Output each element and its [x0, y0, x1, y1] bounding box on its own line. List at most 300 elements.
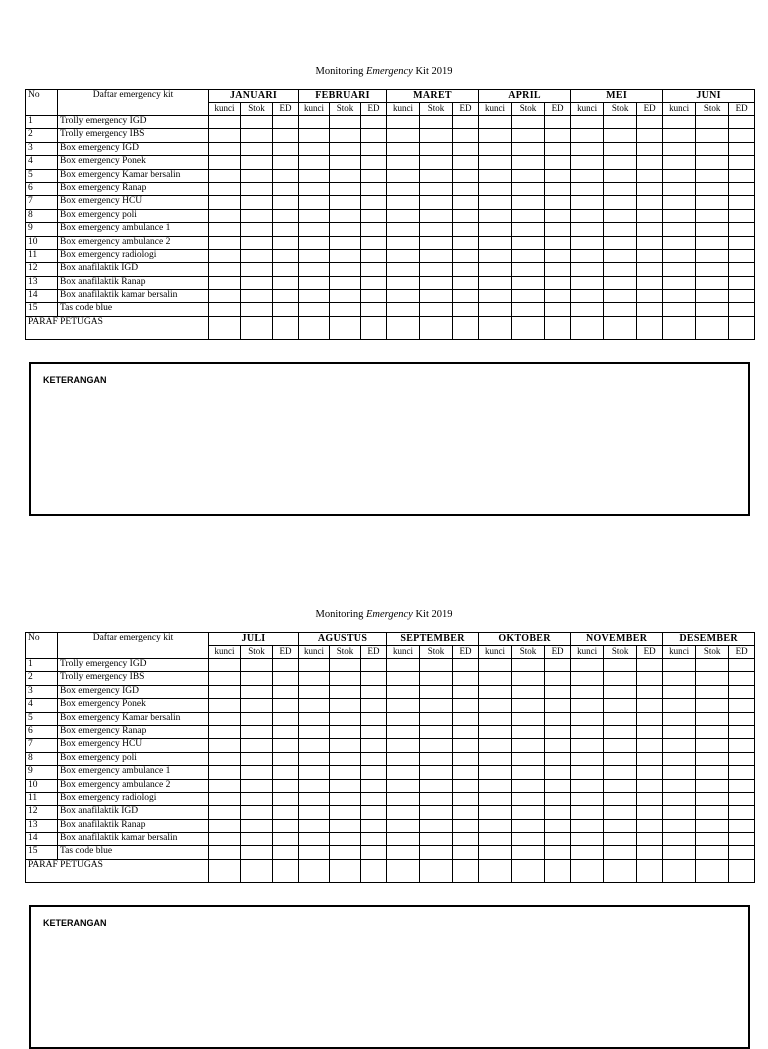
check-cell[interactable]	[571, 223, 604, 236]
check-cell[interactable]	[512, 712, 545, 725]
check-cell[interactable]	[453, 276, 479, 289]
check-cell[interactable]	[696, 752, 729, 765]
check-cell[interactable]	[545, 303, 571, 316]
check-cell[interactable]	[420, 833, 453, 846]
check-cell[interactable]	[696, 659, 729, 672]
check-cell[interactable]	[512, 169, 545, 182]
check-cell[interactable]	[330, 276, 361, 289]
check-cell[interactable]	[571, 169, 604, 182]
check-cell[interactable]	[387, 182, 420, 195]
check-cell[interactable]	[361, 276, 387, 289]
check-cell[interactable]	[604, 752, 637, 765]
check-cell[interactable]	[663, 725, 696, 738]
signature-cell[interactable]	[637, 316, 663, 339]
check-cell[interactable]	[637, 263, 663, 276]
check-cell[interactable]	[604, 685, 637, 698]
check-cell[interactable]	[209, 672, 241, 685]
check-cell[interactable]	[361, 303, 387, 316]
check-cell[interactable]	[479, 699, 512, 712]
check-cell[interactable]	[545, 659, 571, 672]
check-cell[interactable]	[479, 236, 512, 249]
check-cell[interactable]	[273, 659, 299, 672]
check-cell[interactable]	[299, 116, 330, 129]
check-cell[interactable]	[420, 659, 453, 672]
check-cell[interactable]	[696, 712, 729, 725]
check-cell[interactable]	[387, 129, 420, 142]
check-cell[interactable]	[387, 659, 420, 672]
check-cell[interactable]	[420, 303, 453, 316]
check-cell[interactable]	[209, 699, 241, 712]
check-cell[interactable]	[241, 806, 273, 819]
check-cell[interactable]	[273, 672, 299, 685]
check-cell[interactable]	[604, 846, 637, 859]
check-cell[interactable]	[209, 752, 241, 765]
check-cell[interactable]	[453, 303, 479, 316]
check-cell[interactable]	[361, 725, 387, 738]
check-cell[interactable]	[637, 806, 663, 819]
check-cell[interactable]	[696, 303, 729, 316]
check-cell[interactable]	[729, 752, 755, 765]
signature-cell[interactable]	[545, 316, 571, 339]
check-cell[interactable]	[209, 792, 241, 805]
check-cell[interactable]	[209, 303, 241, 316]
check-cell[interactable]	[571, 209, 604, 222]
check-cell[interactable]	[479, 792, 512, 805]
check-cell[interactable]	[241, 290, 273, 303]
check-cell[interactable]	[604, 672, 637, 685]
check-cell[interactable]	[545, 712, 571, 725]
check-cell[interactable]	[512, 129, 545, 142]
check-cell[interactable]	[241, 303, 273, 316]
check-cell[interactable]	[637, 752, 663, 765]
check-cell[interactable]	[361, 263, 387, 276]
check-cell[interactable]	[545, 792, 571, 805]
signature-cell[interactable]	[420, 316, 453, 339]
check-cell[interactable]	[420, 752, 453, 765]
check-cell[interactable]	[637, 303, 663, 316]
check-cell[interactable]	[361, 129, 387, 142]
check-cell[interactable]	[453, 659, 479, 672]
check-cell[interactable]	[512, 290, 545, 303]
check-cell[interactable]	[361, 196, 387, 209]
check-cell[interactable]	[604, 209, 637, 222]
check-cell[interactable]	[663, 779, 696, 792]
check-cell[interactable]	[663, 819, 696, 832]
check-cell[interactable]	[209, 290, 241, 303]
check-cell[interactable]	[209, 129, 241, 142]
check-cell[interactable]	[299, 806, 330, 819]
check-cell[interactable]	[453, 142, 479, 155]
check-cell[interactable]	[512, 142, 545, 155]
check-cell[interactable]	[729, 156, 755, 169]
check-cell[interactable]	[273, 116, 299, 129]
check-cell[interactable]	[663, 833, 696, 846]
check-cell[interactable]	[209, 116, 241, 129]
check-cell[interactable]	[604, 712, 637, 725]
check-cell[interactable]	[453, 209, 479, 222]
check-cell[interactable]	[545, 129, 571, 142]
check-cell[interactable]	[637, 156, 663, 169]
signature-cell[interactable]	[479, 316, 512, 339]
check-cell[interactable]	[330, 169, 361, 182]
check-cell[interactable]	[241, 276, 273, 289]
check-cell[interactable]	[330, 712, 361, 725]
check-cell[interactable]	[729, 223, 755, 236]
check-cell[interactable]	[273, 303, 299, 316]
check-cell[interactable]	[545, 725, 571, 738]
check-cell[interactable]	[273, 142, 299, 155]
check-cell[interactable]	[512, 276, 545, 289]
check-cell[interactable]	[273, 712, 299, 725]
check-cell[interactable]	[273, 792, 299, 805]
check-cell[interactable]	[663, 792, 696, 805]
check-cell[interactable]	[209, 685, 241, 698]
check-cell[interactable]	[604, 156, 637, 169]
check-cell[interactable]	[273, 846, 299, 859]
check-cell[interactable]	[637, 290, 663, 303]
check-cell[interactable]	[604, 263, 637, 276]
check-cell[interactable]	[663, 116, 696, 129]
check-cell[interactable]	[387, 290, 420, 303]
check-cell[interactable]	[420, 699, 453, 712]
check-cell[interactable]	[729, 129, 755, 142]
check-cell[interactable]	[512, 806, 545, 819]
check-cell[interactable]	[241, 819, 273, 832]
signature-cell[interactable]	[453, 316, 479, 339]
check-cell[interactable]	[209, 659, 241, 672]
check-cell[interactable]	[273, 196, 299, 209]
check-cell[interactable]	[420, 685, 453, 698]
check-cell[interactable]	[241, 739, 273, 752]
check-cell[interactable]	[696, 236, 729, 249]
check-cell[interactable]	[729, 806, 755, 819]
check-cell[interactable]	[241, 249, 273, 262]
check-cell[interactable]	[604, 833, 637, 846]
check-cell[interactable]	[273, 779, 299, 792]
check-cell[interactable]	[512, 752, 545, 765]
check-cell[interactable]	[571, 699, 604, 712]
check-cell[interactable]	[604, 116, 637, 129]
check-cell[interactable]	[479, 833, 512, 846]
check-cell[interactable]	[571, 846, 604, 859]
check-cell[interactable]	[299, 169, 330, 182]
check-cell[interactable]	[420, 156, 453, 169]
check-cell[interactable]	[696, 209, 729, 222]
check-cell[interactable]	[571, 156, 604, 169]
check-cell[interactable]	[663, 752, 696, 765]
check-cell[interactable]	[420, 290, 453, 303]
check-cell[interactable]	[637, 779, 663, 792]
check-cell[interactable]	[637, 196, 663, 209]
check-cell[interactable]	[330, 223, 361, 236]
check-cell[interactable]	[729, 739, 755, 752]
check-cell[interactable]	[696, 156, 729, 169]
check-cell[interactable]	[453, 169, 479, 182]
check-cell[interactable]	[479, 249, 512, 262]
check-cell[interactable]	[571, 685, 604, 698]
signature-cell[interactable]	[512, 859, 545, 882]
check-cell[interactable]	[663, 129, 696, 142]
check-cell[interactable]	[209, 209, 241, 222]
check-cell[interactable]	[420, 712, 453, 725]
check-cell[interactable]	[512, 766, 545, 779]
check-cell[interactable]	[637, 209, 663, 222]
check-cell[interactable]	[330, 142, 361, 155]
check-cell[interactable]	[299, 739, 330, 752]
check-cell[interactable]	[571, 129, 604, 142]
check-cell[interactable]	[479, 142, 512, 155]
check-cell[interactable]	[420, 129, 453, 142]
signature-cell[interactable]	[387, 859, 420, 882]
check-cell[interactable]	[330, 806, 361, 819]
check-cell[interactable]	[545, 752, 571, 765]
check-cell[interactable]	[696, 725, 729, 738]
check-cell[interactable]	[729, 236, 755, 249]
check-cell[interactable]	[571, 303, 604, 316]
check-cell[interactable]	[604, 303, 637, 316]
check-cell[interactable]	[545, 249, 571, 262]
check-cell[interactable]	[209, 846, 241, 859]
check-cell[interactable]	[604, 169, 637, 182]
check-cell[interactable]	[571, 752, 604, 765]
check-cell[interactable]	[299, 659, 330, 672]
check-cell[interactable]	[453, 712, 479, 725]
check-cell[interactable]	[479, 806, 512, 819]
check-cell[interactable]	[387, 752, 420, 765]
check-cell[interactable]	[545, 672, 571, 685]
check-cell[interactable]	[361, 290, 387, 303]
check-cell[interactable]	[209, 196, 241, 209]
check-cell[interactable]	[663, 672, 696, 685]
check-cell[interactable]	[241, 223, 273, 236]
check-cell[interactable]	[604, 725, 637, 738]
check-cell[interactable]	[663, 263, 696, 276]
signature-cell[interactable]	[545, 859, 571, 882]
check-cell[interactable]	[361, 699, 387, 712]
check-cell[interactable]	[604, 142, 637, 155]
check-cell[interactable]	[387, 196, 420, 209]
signature-cell[interactable]	[571, 316, 604, 339]
check-cell[interactable]	[299, 196, 330, 209]
check-cell[interactable]	[299, 209, 330, 222]
check-cell[interactable]	[273, 833, 299, 846]
check-cell[interactable]	[387, 276, 420, 289]
check-cell[interactable]	[637, 672, 663, 685]
check-cell[interactable]	[453, 156, 479, 169]
check-cell[interactable]	[512, 156, 545, 169]
check-cell[interactable]	[637, 699, 663, 712]
check-cell[interactable]	[545, 209, 571, 222]
check-cell[interactable]	[637, 116, 663, 129]
check-cell[interactable]	[479, 156, 512, 169]
check-cell[interactable]	[696, 739, 729, 752]
check-cell[interactable]	[729, 290, 755, 303]
check-cell[interactable]	[663, 196, 696, 209]
check-cell[interactable]	[512, 792, 545, 805]
check-cell[interactable]	[729, 779, 755, 792]
check-cell[interactable]	[299, 156, 330, 169]
check-cell[interactable]	[299, 846, 330, 859]
check-cell[interactable]	[512, 846, 545, 859]
check-cell[interactable]	[663, 739, 696, 752]
signature-cell[interactable]	[663, 316, 696, 339]
check-cell[interactable]	[696, 129, 729, 142]
check-cell[interactable]	[696, 116, 729, 129]
check-cell[interactable]	[420, 806, 453, 819]
check-cell[interactable]	[420, 249, 453, 262]
check-cell[interactable]	[571, 779, 604, 792]
check-cell[interactable]	[512, 263, 545, 276]
check-cell[interactable]	[479, 739, 512, 752]
check-cell[interactable]	[387, 156, 420, 169]
check-cell[interactable]	[299, 182, 330, 195]
check-cell[interactable]	[637, 792, 663, 805]
check-cell[interactable]	[663, 209, 696, 222]
check-cell[interactable]	[637, 833, 663, 846]
check-cell[interactable]	[387, 249, 420, 262]
signature-cell[interactable]	[696, 316, 729, 339]
check-cell[interactable]	[420, 819, 453, 832]
check-cell[interactable]	[453, 116, 479, 129]
check-cell[interactable]	[241, 169, 273, 182]
check-cell[interactable]	[663, 290, 696, 303]
check-cell[interactable]	[209, 182, 241, 195]
check-cell[interactable]	[299, 685, 330, 698]
check-cell[interactable]	[453, 792, 479, 805]
check-cell[interactable]	[453, 223, 479, 236]
check-cell[interactable]	[209, 156, 241, 169]
check-cell[interactable]	[420, 792, 453, 805]
check-cell[interactable]	[479, 712, 512, 725]
check-cell[interactable]	[453, 819, 479, 832]
check-cell[interactable]	[729, 846, 755, 859]
check-cell[interactable]	[604, 659, 637, 672]
check-cell[interactable]	[545, 699, 571, 712]
check-cell[interactable]	[453, 766, 479, 779]
check-cell[interactable]	[479, 779, 512, 792]
check-cell[interactable]	[637, 129, 663, 142]
check-cell[interactable]	[241, 116, 273, 129]
check-cell[interactable]	[729, 792, 755, 805]
signature-cell[interactable]	[361, 316, 387, 339]
check-cell[interactable]	[637, 142, 663, 155]
check-cell[interactable]	[209, 236, 241, 249]
check-cell[interactable]	[453, 752, 479, 765]
check-cell[interactable]	[330, 725, 361, 738]
check-cell[interactable]	[512, 116, 545, 129]
signature-cell[interactable]	[299, 316, 330, 339]
check-cell[interactable]	[273, 276, 299, 289]
check-cell[interactable]	[387, 116, 420, 129]
check-cell[interactable]	[729, 699, 755, 712]
check-cell[interactable]	[361, 685, 387, 698]
check-cell[interactable]	[696, 699, 729, 712]
check-cell[interactable]	[241, 712, 273, 725]
check-cell[interactable]	[479, 290, 512, 303]
check-cell[interactable]	[299, 223, 330, 236]
check-cell[interactable]	[241, 846, 273, 859]
check-cell[interactable]	[479, 209, 512, 222]
check-cell[interactable]	[479, 752, 512, 765]
check-cell[interactable]	[604, 739, 637, 752]
check-cell[interactable]	[729, 672, 755, 685]
check-cell[interactable]	[330, 846, 361, 859]
check-cell[interactable]	[387, 819, 420, 832]
check-cell[interactable]	[696, 846, 729, 859]
check-cell[interactable]	[479, 129, 512, 142]
check-cell[interactable]	[361, 142, 387, 155]
check-cell[interactable]	[361, 779, 387, 792]
check-cell[interactable]	[299, 129, 330, 142]
check-cell[interactable]	[420, 739, 453, 752]
check-cell[interactable]	[299, 766, 330, 779]
check-cell[interactable]	[512, 223, 545, 236]
check-cell[interactable]	[637, 249, 663, 262]
check-cell[interactable]	[209, 712, 241, 725]
check-cell[interactable]	[273, 766, 299, 779]
check-cell[interactable]	[387, 209, 420, 222]
check-cell[interactable]	[571, 766, 604, 779]
check-cell[interactable]	[696, 276, 729, 289]
check-cell[interactable]	[330, 699, 361, 712]
check-cell[interactable]	[512, 685, 545, 698]
check-cell[interactable]	[604, 779, 637, 792]
check-cell[interactable]	[330, 303, 361, 316]
check-cell[interactable]	[663, 806, 696, 819]
check-cell[interactable]	[663, 223, 696, 236]
check-cell[interactable]	[479, 819, 512, 832]
check-cell[interactable]	[637, 276, 663, 289]
check-cell[interactable]	[729, 196, 755, 209]
signature-cell[interactable]	[241, 316, 273, 339]
check-cell[interactable]	[273, 169, 299, 182]
check-cell[interactable]	[729, 712, 755, 725]
check-cell[interactable]	[545, 846, 571, 859]
check-cell[interactable]	[663, 182, 696, 195]
signature-cell[interactable]	[420, 859, 453, 882]
check-cell[interactable]	[330, 290, 361, 303]
signature-cell[interactable]	[729, 316, 755, 339]
check-cell[interactable]	[453, 290, 479, 303]
check-cell[interactable]	[604, 236, 637, 249]
check-cell[interactable]	[361, 659, 387, 672]
check-cell[interactable]	[729, 249, 755, 262]
signature-cell[interactable]	[453, 859, 479, 882]
check-cell[interactable]	[604, 249, 637, 262]
check-cell[interactable]	[420, 116, 453, 129]
check-cell[interactable]	[273, 806, 299, 819]
check-cell[interactable]	[571, 263, 604, 276]
check-cell[interactable]	[545, 685, 571, 698]
check-cell[interactable]	[512, 699, 545, 712]
check-cell[interactable]	[330, 685, 361, 698]
check-cell[interactable]	[729, 725, 755, 738]
signature-cell[interactable]	[241, 859, 273, 882]
check-cell[interactable]	[479, 223, 512, 236]
check-cell[interactable]	[387, 672, 420, 685]
signature-cell[interactable]	[571, 859, 604, 882]
check-cell[interactable]	[453, 196, 479, 209]
check-cell[interactable]	[299, 290, 330, 303]
check-cell[interactable]	[453, 806, 479, 819]
signature-cell[interactable]	[209, 859, 241, 882]
check-cell[interactable]	[273, 290, 299, 303]
check-cell[interactable]	[330, 739, 361, 752]
check-cell[interactable]	[420, 263, 453, 276]
check-cell[interactable]	[361, 156, 387, 169]
check-cell[interactable]	[330, 779, 361, 792]
check-cell[interactable]	[241, 209, 273, 222]
